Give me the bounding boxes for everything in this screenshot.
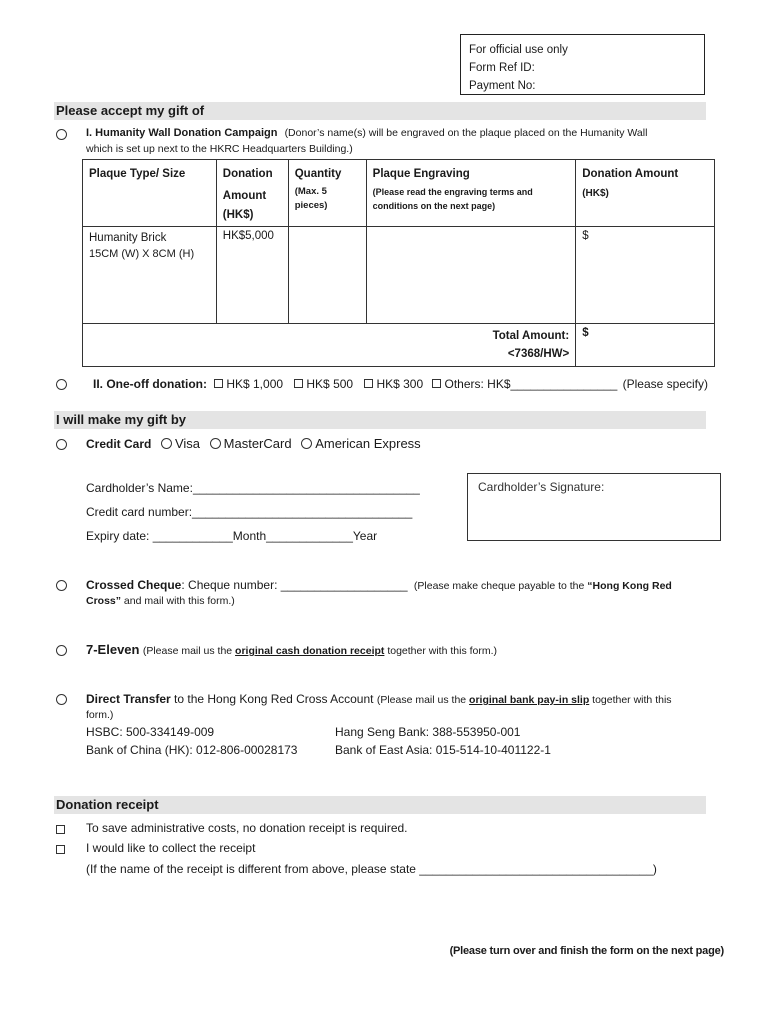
no-receipt-checkbox[interactable] <box>56 825 65 834</box>
plaque-type-header: Plaque Type/ Size <box>83 160 217 227</box>
total-label-cell <box>83 324 576 367</box>
gift-section-title: Please accept my gift of <box>54 102 706 120</box>
credit-card-option <box>86 436 421 451</box>
engraving-input-cell[interactable] <box>366 227 576 324</box>
direct-transfer-option <box>86 692 672 706</box>
plaque-table-row <box>83 227 715 324</box>
seven-eleven-note: (Please mail us the <box>142 645 236 657</box>
signature-box[interactable] <box>467 473 721 541</box>
hsbc-account: HSBC: 500-334149-009 <box>86 725 215 739</box>
card-number-field[interactable]: Credit card number:_________________________________ <box>86 505 413 519</box>
donation-amount-header: Donation Amount (HK$) <box>216 160 288 227</box>
crossed-cheque-radio[interactable] <box>56 580 67 591</box>
quantity-header: Quantity (Max. 5 pieces) <box>288 160 366 227</box>
one-off-donation-radio[interactable] <box>56 379 67 390</box>
humanity-wall-title: I. Humanity Wall Donation Campaign <box>86 127 278 139</box>
receipt-name-field[interactable]: (If the name of the receipt is different from above, please state ___________________________________) <box>86 862 657 876</box>
seven-eleven-label: 7-Eleven <box>86 642 140 657</box>
quantity-input-cell[interactable] <box>288 227 366 324</box>
direct-transfer-note-underlined: original bank pay-in slip <box>469 694 590 706</box>
visa-label: Visa <box>174 436 201 451</box>
total-row <box>83 324 715 367</box>
humanity-wall-note-2: which is set up next to the HKRC Headquarters Building.) <box>86 143 353 155</box>
cheque-mail-note: and mail with this form.) <box>121 595 235 607</box>
cheque-note: (Please make cheque payable to the <box>413 580 588 592</box>
plaque-table-header <box>83 160 715 227</box>
official-use-label: For official use only <box>469 44 568 56</box>
humanity-wall-radio[interactable] <box>56 129 67 140</box>
boc-account: Bank of China (HK): 012-806-00028173 <box>86 743 298 757</box>
amount-1000-label: HK$ 1,000 <box>226 377 284 391</box>
no-receipt-label: To save administrative costs, no donation receipt is required. <box>86 821 408 835</box>
credit-card-label: Credit Card <box>86 437 152 451</box>
signature-label: Cardholder’s Signature: <box>478 480 605 494</box>
humanity-wall-option <box>86 127 647 139</box>
mastercard-label: MasterCard <box>223 436 292 451</box>
plaque-table <box>82 159 715 367</box>
total-amount-input[interactable]: $ <box>576 324 715 367</box>
receipt-section-title: Donation receipt <box>54 796 706 814</box>
cardholder-name-field[interactable]: Cardholder’s Name:__________________________________ <box>86 481 420 495</box>
crossed-cheque-label: Crossed Cheque <box>86 578 182 592</box>
plaque-amount-cell: HK$5,000 <box>216 227 288 324</box>
direct-transfer-note: (Please mail us the <box>376 694 470 706</box>
bea-account: Bank of East Asia: 015-514-10-401122-1 <box>335 743 551 757</box>
total-amount-label: Total Amount: <box>492 330 570 342</box>
amount-1000-checkbox[interactable] <box>214 379 223 388</box>
amount-500-checkbox[interactable] <box>294 379 303 388</box>
direct-transfer-label: Direct Transfer <box>86 692 171 706</box>
form-ref-id-label: Form Ref ID: <box>469 62 535 74</box>
collect-receipt-label: I would like to collect the receipt <box>86 841 256 855</box>
please-specify-note: (Please specify) <box>622 377 709 391</box>
official-use-box <box>460 34 705 95</box>
one-off-donation-label: II. One-off donation: <box>93 377 207 391</box>
hang-seng-account: Hang Seng Bank: 388-553950-001 <box>335 725 521 739</box>
amex-radio[interactable] <box>301 438 312 449</box>
payment-no-label: Payment No: <box>469 80 536 92</box>
amount-500-label: HK$ 500 <box>306 377 354 391</box>
one-off-donation-option <box>93 377 708 391</box>
collect-receipt-checkbox[interactable] <box>56 845 65 854</box>
payment-section-title: I will make my gift by <box>54 411 706 429</box>
direct-transfer-text: to the Hong Kong Red Cross Account <box>170 692 377 706</box>
seven-eleven-note-end: together with this form.) <box>384 645 498 657</box>
amount-other-field[interactable]: Others: HK$________________ <box>444 377 618 391</box>
cheque-payee-2: Cross” <box>86 595 122 607</box>
seven-eleven-note-underlined: original cash donation receipt <box>235 645 385 657</box>
cheque-note-2 <box>86 595 235 607</box>
direct-transfer-note-end: together with this <box>589 694 672 706</box>
direct-transfer-note-2: form.) <box>86 709 114 721</box>
amount-other-checkbox[interactable] <box>432 379 441 388</box>
mastercard-radio[interactable] <box>210 438 221 449</box>
expiry-date-field[interactable]: Expiry date: ____________Month_____________Year <box>86 529 378 543</box>
amount-300-label: HK$ 300 <box>376 377 424 391</box>
seven-eleven-option <box>86 642 497 657</box>
humanity-wall-note: (Donor’s name(s) will be engraved on the plaque placed on the Humanity Wall <box>284 127 648 139</box>
credit-card-radio[interactable] <box>56 439 67 450</box>
visa-radio[interactable] <box>161 438 172 449</box>
cheque-payee: “Hong Kong Red <box>587 580 672 592</box>
crossed-cheque-option <box>86 578 672 592</box>
amount-300-checkbox[interactable] <box>364 379 373 388</box>
amex-label: American Express <box>315 436 421 451</box>
plaque-type-cell: Humanity Brick 15CM (W) X 8CM (H) <box>83 227 217 324</box>
direct-transfer-radio[interactable] <box>56 694 67 705</box>
total-code-label: <7368/HW> <box>507 348 570 360</box>
cheque-number-field[interactable]: : Cheque number: ___________________ <box>181 578 408 592</box>
plaque-engraving-header: Plaque Engraving (Please read the engraving terms and conditions on the next page) <box>366 160 576 227</box>
turn-over-note: (Please turn over and finish the form on the next page) <box>449 945 724 957</box>
seven-eleven-radio[interactable] <box>56 645 67 656</box>
amount-input-cell[interactable]: $ <box>576 227 715 324</box>
donation-amount-total-header: Donation Amount (HK$) <box>576 160 715 227</box>
